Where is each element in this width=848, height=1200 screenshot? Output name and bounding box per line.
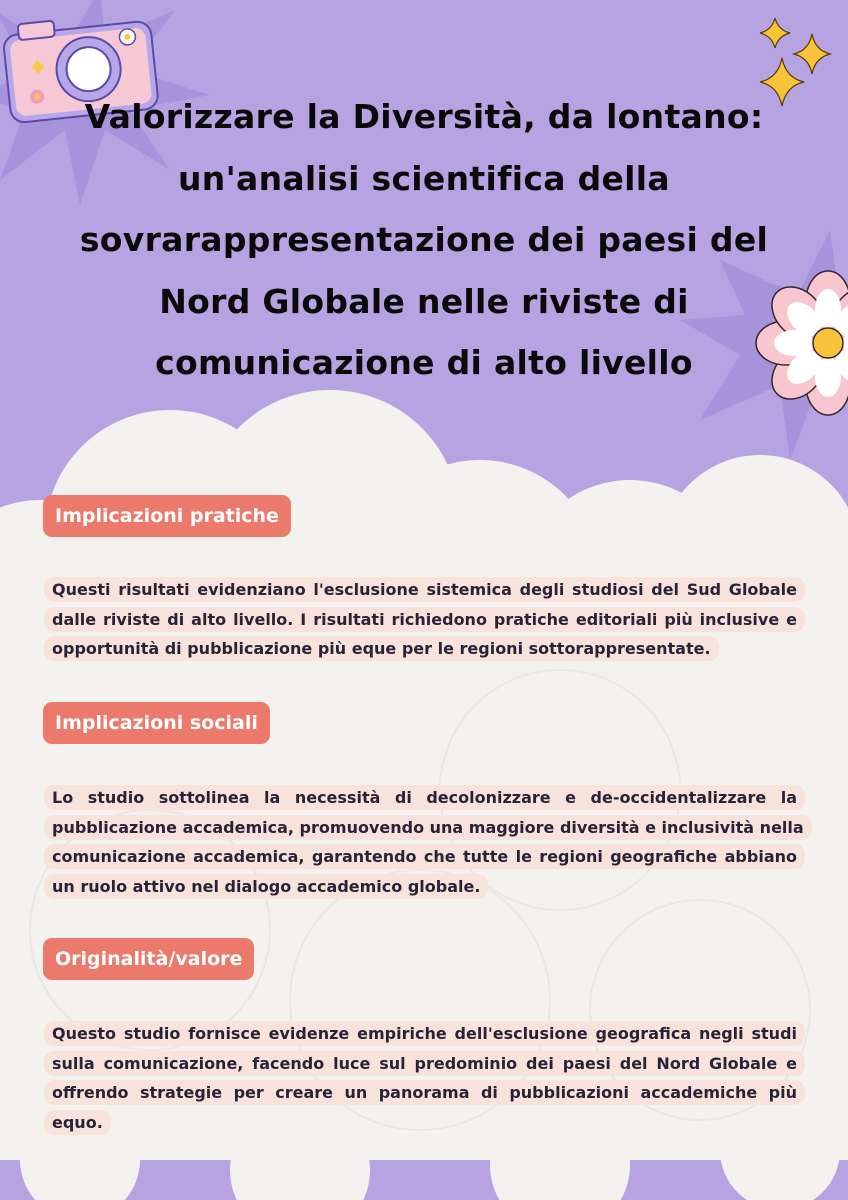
section-heading-originality: Originalità/valore [43,938,254,980]
section-body-practical: Questi risultati evidenziano l'esclusione sistemica degli studiosi del Sud Globale dalle riviste di alto livello. I risultati richiedono pratiche editoriali più inclusive e opportunità di pubblicazione più eque per le regioni sottorappresentate. [44,575,805,664]
section-body-social: Lo studio sottolinea la necessità di decolonizzare e de-occidentalizzare la pubblicazione accademica, promuovendo una maggiore diversità e inclusività nella comunicazione accademica, garantendo che tutte le regioni geografiche abbiano un ruolo attivo nel dialogo accademico globale. [44,783,805,901]
section-heading-social: Implicazioni sociali [43,702,270,744]
page-title: Valorizzare la Diversità, da lontano: un'analisi scientifica della sovrarappresentazione dei paesi del Nord Globale nelle riviste di comunicazione di alto livello [79,97,769,382]
section-heading-practical: Implicazioni pratiche [43,495,291,537]
section-body-originality: Questo studio fornisce evidenze empiriche dell'esclusione geografica negli studi sulla comunicazione, facendo luce sul predominio dei paesi del Nord Globale e offrendo strategie per creare un panorama di pubblicazioni accademiche più equo. [44,1019,805,1137]
